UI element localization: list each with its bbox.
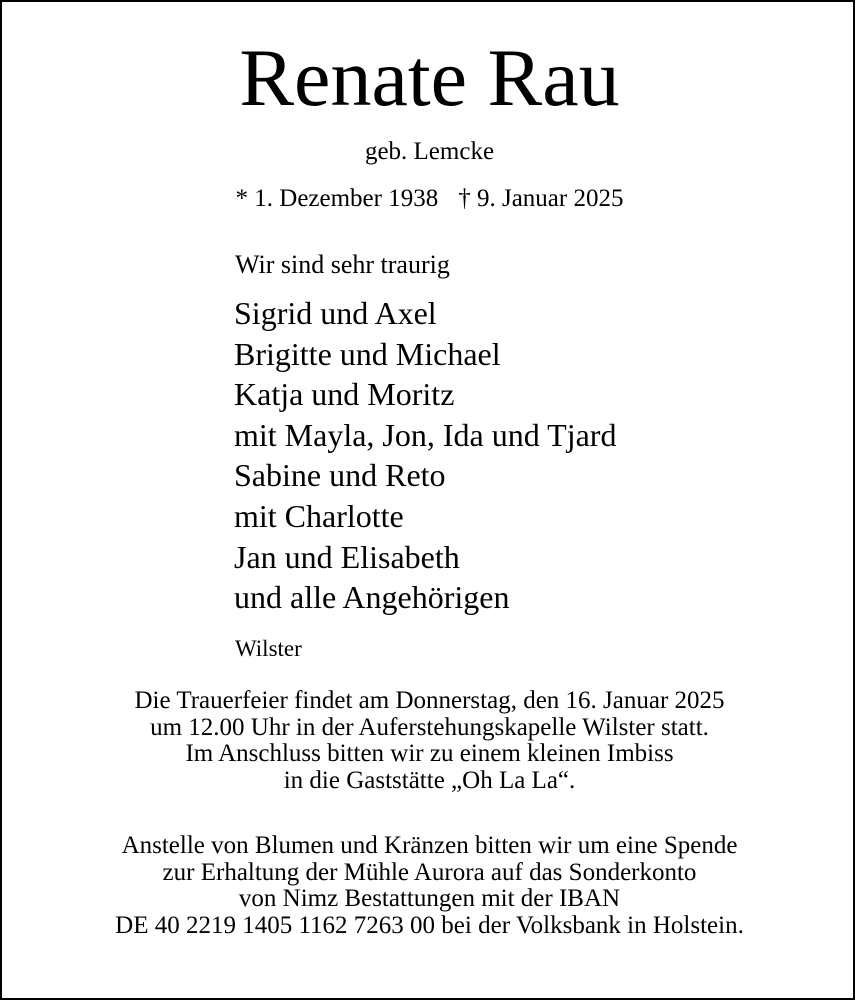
donation-info-line: Anstelle von Blumen und Kränzen bitten wir um eine Spende [121, 832, 738, 859]
funeral-info-line: Die Trauerfeier findet am Donnerstag, den 16. Januar 2025 [134, 687, 725, 714]
birth-name: geb. Lemcke [364, 138, 495, 165]
mourner-line: mit Mayla, Jon, Ida und Tjard [234, 416, 617, 453]
mourner-line: und alle Angehörigen [234, 579, 510, 616]
funeral-info [2, 688, 855, 794]
funeral-info-line: um 12.00 Uhr in der Auferstehungskapelle Wilster statt. [150, 713, 709, 741]
deceased-name: Renate Rau [239, 32, 620, 123]
death-date: † 9. Januar 2025 [458, 185, 624, 212]
mourners-list [234, 293, 616, 618]
donation-info-line: von Nimz Bestattungen mit der IBAN [238, 885, 621, 912]
life-dates [2, 184, 855, 214]
place-name: Wilster [235, 636, 302, 661]
donation-info-line: DE 40 2219 1405 1162 7263 00 bei der Volksbank in Holstein. [115, 911, 744, 939]
donation-info [2, 833, 855, 939]
birth-date: * 1. Dezember 1938 [235, 185, 439, 212]
mourner-line: Jan und Elisabeth [234, 538, 460, 575]
mourner-line: Sabine und Reto [234, 457, 446, 494]
mourner-line: mit Charlotte [234, 497, 404, 534]
mourner-line: Sigrid und Axel [234, 295, 437, 331]
mourner-line: Brigitte und Michael [234, 335, 501, 372]
mourner-line: Katja und Moritz [234, 376, 455, 413]
donation-info-line: zur Erhaltung der Mühle Aurora auf das Sonderkonto [162, 858, 697, 886]
intro-text: Wir sind sehr traurig [235, 250, 450, 279]
funeral-info-line: in die Gaststätte „Oh La La“. [283, 766, 576, 794]
funeral-info-line: Im Anschluss bitten wir zu einem kleinen Imbiss [185, 740, 674, 767]
